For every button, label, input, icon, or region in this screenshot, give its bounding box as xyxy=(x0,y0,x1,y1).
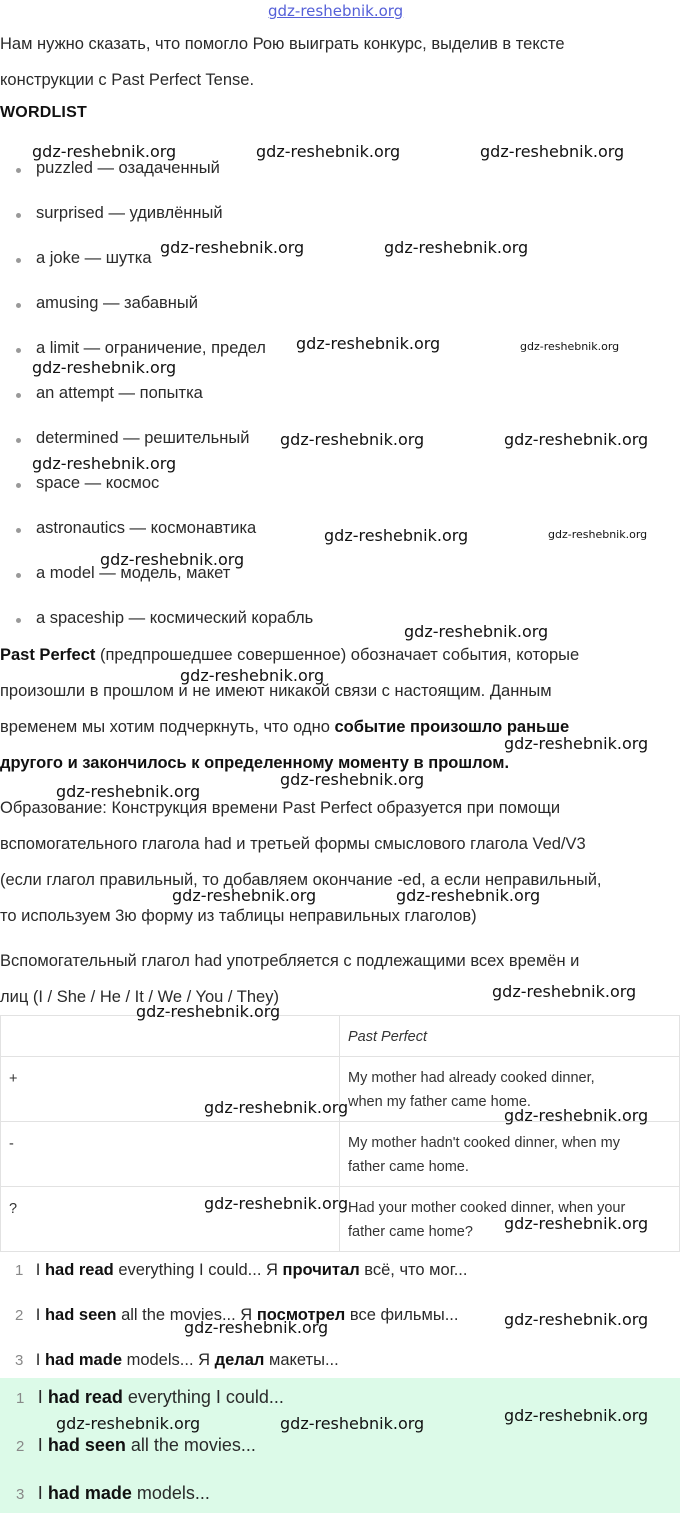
watermark: gdz-reshebnik.org xyxy=(504,430,649,449)
watermark: gdz-reshebnik.org xyxy=(256,142,401,161)
wordlist-item: puzzled — озадаченный xyxy=(36,159,220,177)
bullet-icon xyxy=(16,393,21,398)
wordlist-item: an attempt — попытка xyxy=(36,384,203,402)
watermark: gdz-reshebnik.org xyxy=(100,550,245,569)
bullet-icon xyxy=(16,348,21,353)
wordlist-item: a spaceship — космический корабль xyxy=(36,609,314,627)
table-example: My mother had already cooked dinner, when my father came home. xyxy=(340,1057,680,1122)
item-number: 2 xyxy=(15,1307,24,1324)
watermark: gdz-reshebnik.org xyxy=(324,526,469,545)
formation-line-1: Образование: Конструкция времени Past Perfect образуется при помощи xyxy=(0,799,561,817)
had-usage-line-2: лиц (I / She / He / It / We / You / They) xyxy=(0,988,279,1006)
bullet-icon xyxy=(16,168,21,173)
table-sign: + xyxy=(1,1057,340,1122)
bullet-icon xyxy=(16,438,21,443)
table-example: My mother hadn't cooked dinner, when my father came home. xyxy=(340,1122,680,1187)
watermark: gdz-reshebnik.org xyxy=(296,334,441,353)
wordlist-item: surprised — удивлённый xyxy=(36,204,223,222)
table-header-empty xyxy=(1,1016,340,1057)
theory-text: (предпрошедшее совершенное) обозначает события, которые xyxy=(95,646,580,664)
formation-line-2: вспомогательного глагола had и третьей формы смыслового глагола Ved/V3 xyxy=(0,835,586,853)
watermark: gdz-reshebnik.org xyxy=(172,886,317,905)
bullet-icon xyxy=(16,258,21,263)
watermark: gdz-reshebnik.org xyxy=(204,1098,349,1117)
list-item: 3 I had made models... Я делал макеты... xyxy=(15,1351,339,1369)
table-example: Had your mother cooked dinner, when your father came home? xyxy=(340,1187,680,1252)
table-sign: - xyxy=(1,1122,340,1187)
theory-line-1 xyxy=(0,637,676,673)
item-number: 3 xyxy=(16,1486,25,1503)
theory-emphasis: другого и закончилось к определенному моменту в прошлом. xyxy=(0,754,510,772)
watermark-top[interactable]: gdz-reshebnik.org xyxy=(268,2,404,20)
wordlist-item: a model — модель, макет xyxy=(36,564,231,582)
wordlist-item: a limit — ограничение, предел xyxy=(36,339,266,357)
watermark: gdz-reshebnik.org xyxy=(548,528,648,541)
item-number: 2 xyxy=(16,1438,25,1455)
formation-line-3: (если глагол правильный, то добавляем окончание -ed, а если неправильный, xyxy=(0,871,602,889)
watermark: gdz-reshebnik.org xyxy=(504,1214,649,1233)
theory-emphasis: событие произошло раньше xyxy=(334,718,570,736)
task-line-2: конструкции с Past Perfect Tense. xyxy=(0,71,255,89)
watermark: gdz-reshebnik.org xyxy=(204,1194,349,1213)
watermark: gdz-reshebnik.org xyxy=(480,142,625,161)
table-row xyxy=(1,1122,680,1187)
watermark: gdz-reshebnik.org xyxy=(520,340,620,353)
watermark: gdz-reshebnik.org xyxy=(404,622,549,641)
bullet-icon xyxy=(16,618,21,623)
bullet-icon xyxy=(16,303,21,308)
theory-text: временем мы хотим подчеркнуть, что одно xyxy=(0,718,335,736)
list-item: 2 I had seen all the movies... Я посмотрел все фильмы... xyxy=(15,1306,459,1324)
wordlist-item: space — космос xyxy=(36,474,160,492)
task-line-1: Нам нужно сказать, что помогло Рою выиграть конкурс, выделив в тексте xyxy=(0,35,565,53)
answer-box xyxy=(0,1378,680,1513)
answer-item: 2 I had seen all the movies... xyxy=(16,1435,256,1455)
watermark: gdz-reshebnik.org xyxy=(136,1002,281,1021)
list-item: 1 I had read everything I could... Я прочитал всё, что мог... xyxy=(15,1261,468,1279)
bullet-icon xyxy=(16,213,21,218)
term-past-perfect: Past Perfect xyxy=(0,646,96,664)
watermark: gdz-reshebnik.org xyxy=(32,142,177,161)
bullet-icon xyxy=(16,573,21,578)
wordlist-item: determined — решительный xyxy=(36,429,250,447)
watermark: gdz-reshebnik.org xyxy=(56,1414,201,1433)
bullet-icon xyxy=(16,483,21,488)
had-usage-line-1: Вспомогательный глагол had употребляется с подлежащими всех времён и xyxy=(0,952,580,970)
watermark: gdz-reshebnik.org xyxy=(56,782,201,801)
answer-item: 1 I had read everything I could... xyxy=(16,1387,284,1407)
answer-item: 3 I had made models... xyxy=(16,1483,210,1503)
item-number: 1 xyxy=(15,1262,24,1279)
table-header: Past Perfect xyxy=(340,1016,680,1057)
watermark: gdz-reshebnik.org xyxy=(504,1310,649,1329)
table-sign: ? xyxy=(1,1187,340,1252)
wordlist-item: a joke — шутка xyxy=(36,249,152,267)
item-number: 1 xyxy=(16,1390,25,1407)
theory-line-2: произошли в прошлом и не имеют никакой связи с настоящим. Данным xyxy=(0,682,552,700)
watermark: gdz-reshebnik.org xyxy=(396,886,541,905)
watermark: gdz-reshebnik.org xyxy=(32,454,177,473)
watermark: gdz-reshebnik.org xyxy=(280,1414,425,1433)
watermark: gdz-reshebnik.org xyxy=(32,358,177,377)
formation-line-4: то используем 3ю форму из таблицы неправильных глаголов) xyxy=(0,907,477,925)
watermark: gdz-reshebnik.org xyxy=(504,1406,649,1425)
wordlist-item: amusing — забавный xyxy=(36,294,198,312)
watermark: gdz-reshebnik.org xyxy=(180,666,325,685)
watermark: gdz-reshebnik.org xyxy=(184,1318,329,1337)
watermark: gdz-reshebnik.org xyxy=(160,238,305,257)
wordlist-title: WORDLIST xyxy=(0,104,87,121)
watermark: gdz-reshebnik.org xyxy=(504,1106,649,1125)
watermark: gdz-reshebnik.org xyxy=(504,734,649,753)
watermark: gdz-reshebnik.org xyxy=(492,982,637,1001)
bullet-icon xyxy=(16,528,21,533)
watermark: gdz-reshebnik.org xyxy=(384,238,529,257)
watermark: gdz-reshebnik.org xyxy=(280,430,425,449)
item-number: 3 xyxy=(15,1352,24,1369)
watermark: gdz-reshebnik.org xyxy=(280,770,425,789)
wordlist-item: astronautics — космонавтика xyxy=(36,519,257,537)
